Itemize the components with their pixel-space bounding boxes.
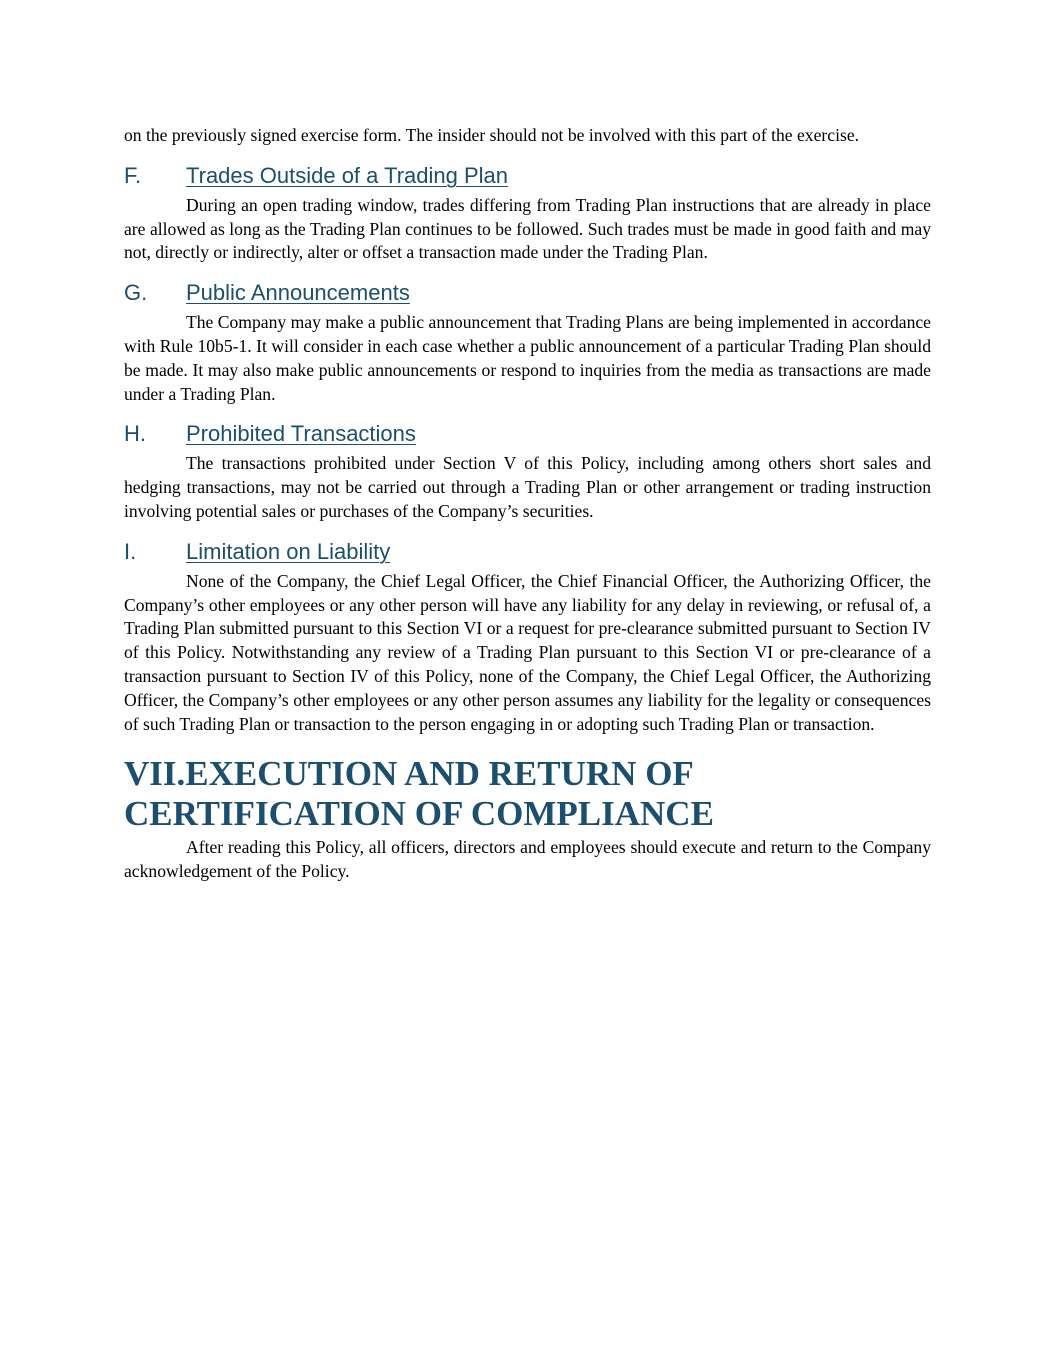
section-i-body: None of the Company, the Chief Legal Officer, the Chief Financial Officer, the Authorizing Officer, the Company’s other employees or any other person will have any liability for any delay in reviewing, or refusal of, a Trading Plan submitted pursuant to this Section VI or a request for pre-clearance submitted pursuant to Section IV of this Policy. Notwithstanding any review of a Trading Plan pursuant to this Section VI or pre-clearance of a transaction pursuant to Section IV of this Policy, none of the Company, the Chief Legal Officer, the Authorizing Officer, the Company’s other employees or any other person assumes any liability for the legality or consequences of such Trading Plan or transaction to the person engaging in or adopting such Trading Plan or transaction.	[124, 570, 931, 734]
section-g-body: The Company may make a public announcement that Trading Plans are being implemented in accordance with Rule 10b5-1. It will consider in each case whether a public announcement of a particular Trading Plan should be made. It may also make public announcements or respond to inquiries from the media as transactions are made under a Trading Plan.	[124, 312, 931, 404]
section-i-heading	[124, 538, 931, 566]
section-h-heading	[124, 420, 931, 448]
section-vii-title-line2: CERTIFICATION OF COMPLIANCE	[124, 794, 714, 834]
section-h-body: The transactions prohibited under Section V of this Policy, including among others short sales and hedging transactions, may not be carried out through a Trading Plan or other arrangement or trading instruction involving potential sales or purchases of the Company’s securities.	[124, 453, 931, 521]
section-h-title: Prohibited Transactions	[186, 421, 416, 447]
section-vii-body: After reading this Policy, all officers, directors and employees should execute and return to the Company acknowledgement of the Policy.	[124, 837, 931, 882]
section-f-body: During an open trading window, trades differing from Trading Plan instructions that are already in place are allowed as long as the Trading Plan continues to be followed. Such trades must be made in good faith and may not, directly or indirectly, alter or offset a transaction made under the Trading Plan.	[124, 194, 931, 263]
section-h-letter: H.	[124, 421, 146, 447]
section-g-heading	[124, 279, 931, 307]
section-f-letter: F.	[124, 162, 142, 188]
section-f-heading	[124, 162, 931, 190]
section-vii-title-line1: EXECUTION AND RETURN OF	[185, 754, 694, 794]
section-i-letter: I.	[124, 538, 137, 564]
section-vii-heading-line1	[124, 754, 931, 794]
continuation-paragraph: on the previously signed exercise form. The insider should not be involved with this part of the exercise.	[124, 125, 860, 145]
section-i-title: Limitation on Liability	[186, 538, 391, 564]
section-vii-number: VII.	[124, 754, 186, 794]
document-page	[124, 124, 931, 884]
section-f-title: Trades Outside of a Trading Plan	[186, 162, 509, 188]
section-g-title: Public Announcements	[186, 280, 410, 306]
section-g-letter: G.	[124, 280, 148, 306]
section-vii-heading	[124, 754, 931, 834]
